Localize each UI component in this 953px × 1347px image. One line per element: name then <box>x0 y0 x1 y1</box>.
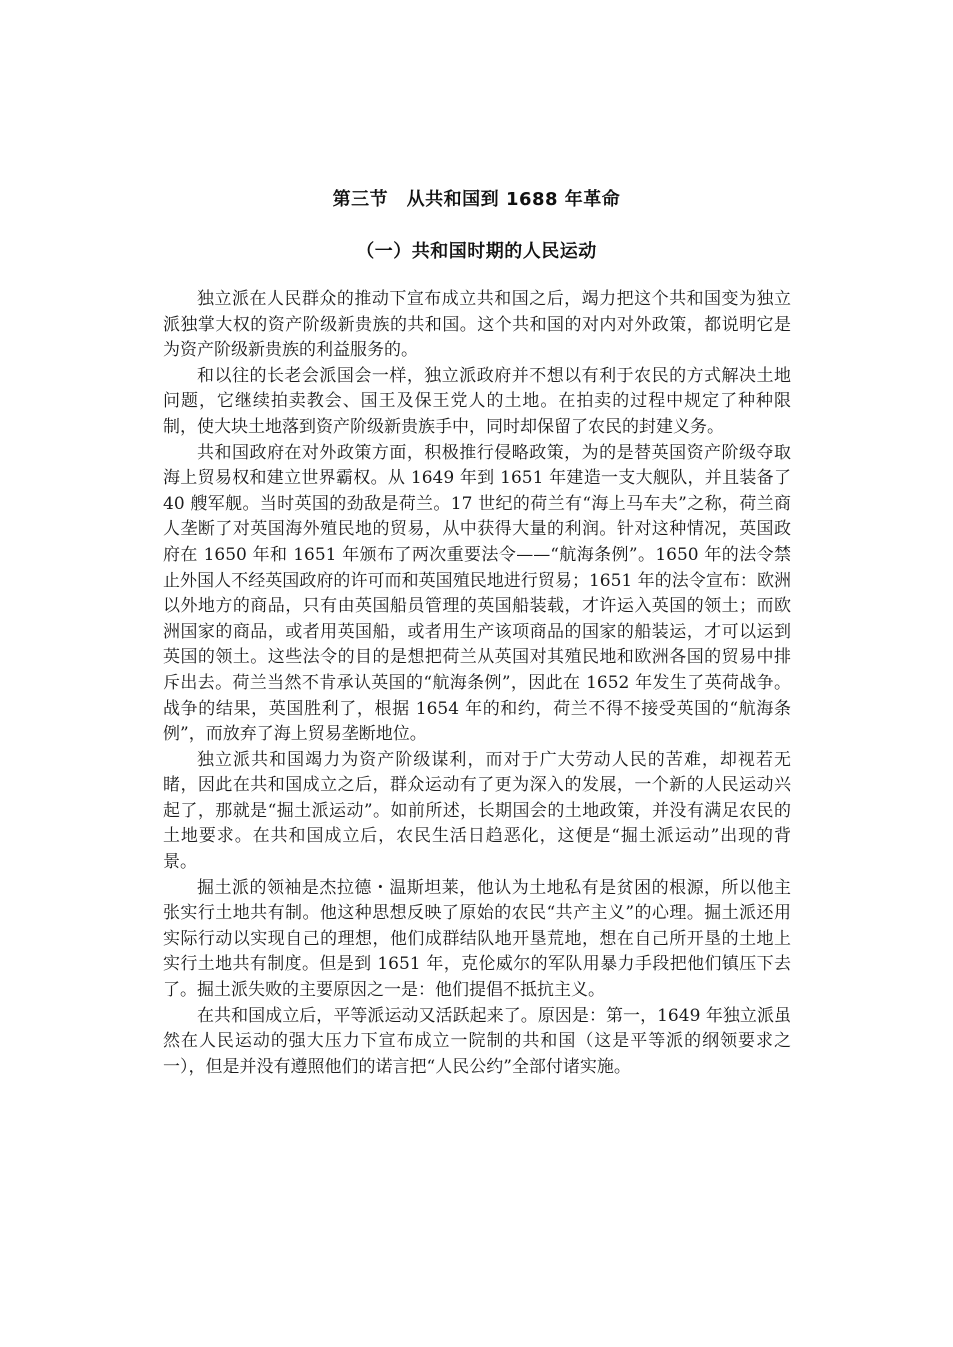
paragraph: 在共和国成立后，平等派运动又活跃起来了。原因是：第一，1649 年独立派虽然在人民运动的强大压力下宣布成立一院制的共和国（这是平等派的纲领要求之一），但是并没有遵照他们的诺言把“人民公约”全部付诸实施。 <box>163 1005 791 1077</box>
paragraph: 独立派在人民群众的推动下宣布成立共和国之后，竭力把这个共和国变为独立派独掌大权的资产阶级新贵族的共和国。这个共和国的对内对外政策，都说明它是为资产阶级新贵族的利益服务的。 <box>163 289 791 361</box>
paragraph: 独立派共和国竭力为资产阶级谋利，而对于广大劳动人民的苦难，却视若无睹，因此在共和国成立之后，群众运动有了更为深入的发展，一个新的人民运动兴起了，那就是“掘土派运动”。如前所述，长期国会的土地政策，并没有满足农民的土地要求。在共和国成立后，农民生活日趋恶化，这便是“掘土派运动”出现的背景。 <box>163 749 791 873</box>
body-text <box>163 287 791 1080</box>
paragraph: 和以往的长老会派国会一样，独立派政府并不想以有利于农民的方式解决土地问题，它继续拍卖教会、国王及保王党人的土地。在拍卖的过程中规定了种种限制，使大块土地落到资产阶级新贵族手中，同时却保留了农民的封建义务。 <box>163 365 791 437</box>
paragraph: 共和国政府在对外政策方面，积极推行侵略政策，为的是替英国资产阶级夺取海上贸易权和建立世界霸权。从 1649 年到 1651 年建造一支大舰队，并且装备了 40 艘军舰。当时英国的劲敌是荷兰。17 世纪的荷兰有“海上马车夫”之称，荷兰商人垄断了对英国海外殖民地的贸易，从中获得大量的利润。针对这种情况，英国政府在 1650 年和 1651 年颁布了两次重要法令——“航海条例”。1650 年的法令禁止外国人不经英国政府的许可而和英国殖民地进行贸易；1651 年的法令宣布：欧洲以外地方的商品，只有由英国船员管理的英国船装载，才许运入英国的领土；而欧洲国家的商品，或者用英国船，或者用生产该项商品的国家的船装运，才可以运到英国的领土。这些法令的目的是想把荷兰从英国对其殖民地和欧洲各国的贸易中排斥出去。荷兰当然不肯承认英国的“航海条例”，因此在 1652 年发生了英荷战争。战争的结果，英国胜利了，根据 1654 年的和约，荷兰不得不接受英国的“航海条例”，而放弃了海上贸易垄断地位。 <box>163 442 791 745</box>
subsection-title: （一）共和国时期的人民运动 <box>356 241 597 262</box>
section-title: 第三节 从共和国到 1688 年革命 <box>332 189 621 210</box>
paragraph: 掘土派的领袖是杰拉德・温斯坦莱，他认为土地私有是贫困的根源，所以他主张实行土地共有制。他这种思想反映了原始的农民“共产主义”的心理。掘土派还用实际行动以实现自己的理想，他们成群结队地开垦荒地，想在自己所开垦的土地上实行土地共有制度。但是到 1651 年，克伦威尔的军队用暴力手段把他们镇压下去了。掘土派失败的主要原因之一是：他们提倡不抵抗主义。 <box>163 877 791 1001</box>
